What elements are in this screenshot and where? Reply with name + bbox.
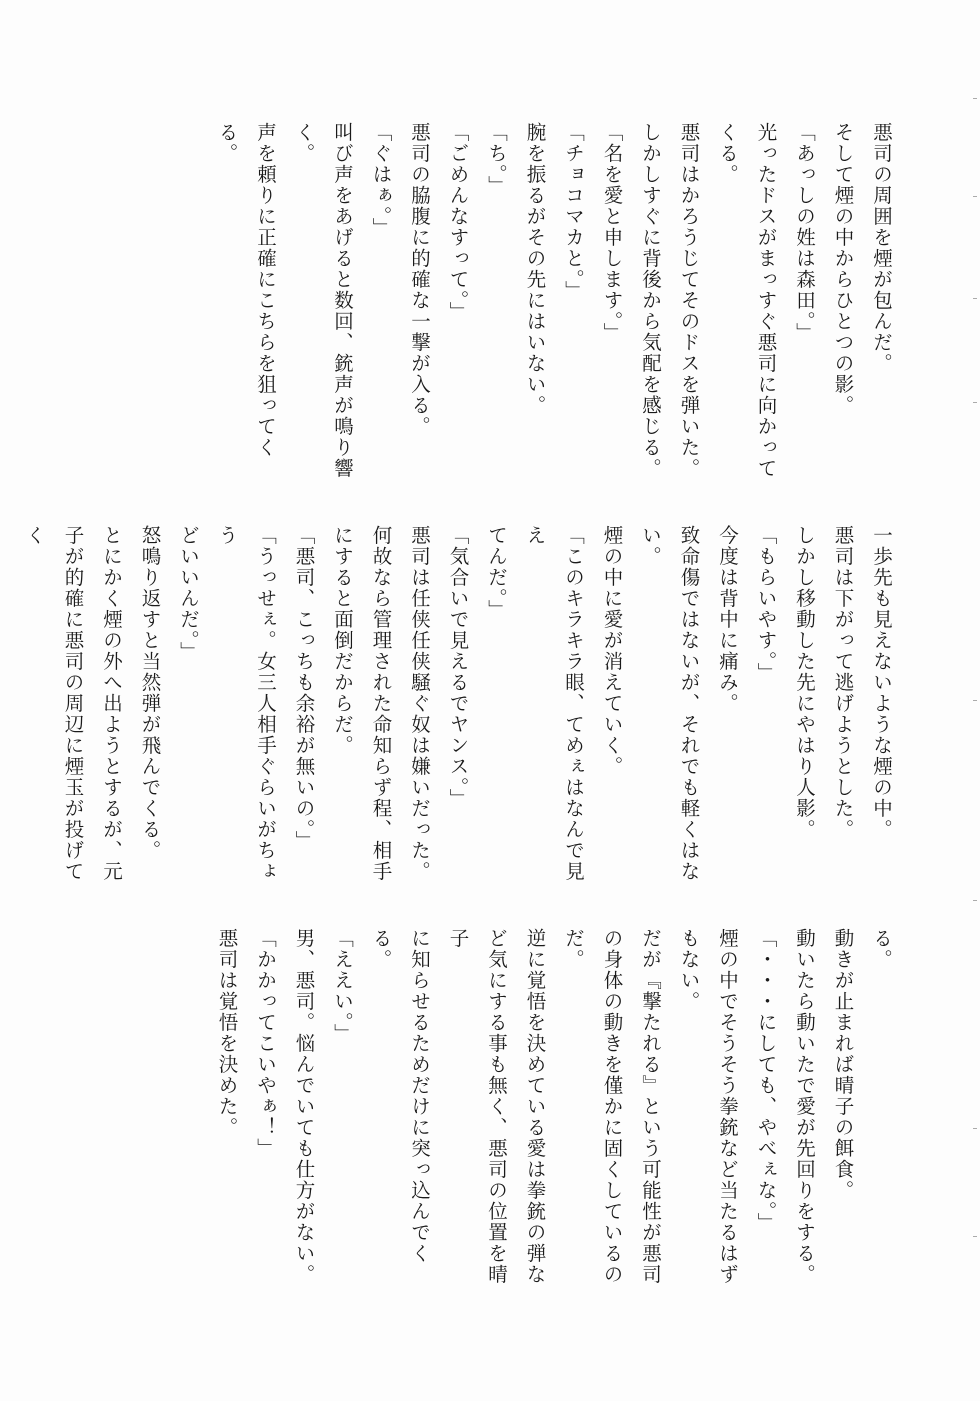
text-line: 悪司は下がって逃げようとした。 xyxy=(831,525,855,840)
text-line: 叫び声をあげると数回、銃声が鳴り響 xyxy=(331,122,354,479)
text-line: しかし移動した先にやはり人影。 xyxy=(793,525,816,840)
text-line: 致命傷ではないが、それでも軽くはな xyxy=(677,525,701,882)
text-line: 逆に覚悟を決めている愛は拳銃の弾な xyxy=(523,928,547,1285)
text-line: 「ええい。」 xyxy=(331,928,354,1045)
page-edge-mark xyxy=(973,298,977,299)
text-line: 「気合いで見えるでヤンス。」 xyxy=(446,525,470,810)
text-line: だ。 xyxy=(562,928,585,970)
text-line: 「このキラキラ眼、てめぇはなんで見え xyxy=(523,525,585,882)
text-line: 男、悪司。悩んでいても仕方がない。 xyxy=(292,928,316,1285)
text-line: 腕を振るがその先にはいない。 xyxy=(523,122,547,416)
page-edge-mark xyxy=(973,1128,977,1129)
text-line: 悪司の周囲を煙が包んだ。 xyxy=(870,122,893,374)
text-line: 動いたら動いたで愛が先回りをする。 xyxy=(793,928,816,1285)
text-block-middle xyxy=(15,525,901,893)
text-line: 「ぐはぁ。」 xyxy=(369,122,393,239)
text-line: 煙の中でそうそう拳銃など当たるはず xyxy=(716,928,739,1285)
text-line: とにかく煙の外へ出ようとするが、元 xyxy=(100,525,123,882)
text-line: 「チョコマカと。」 xyxy=(562,122,585,302)
text-line: に知らせるためだけに突っ込んでくる。 xyxy=(369,928,431,1264)
text-line: 光ったドスがまっすぐ悪司に向かって xyxy=(754,122,778,479)
text-line: 動きが止まれば晴子の餌食。 xyxy=(831,928,855,1201)
text-line: 「名を愛と申します。」 xyxy=(600,122,624,344)
text-line: 「ち。」 xyxy=(485,122,508,197)
text-line: 煙の中に愛が消えていく。 xyxy=(600,525,624,777)
text-line: 悪司はかろうじてそのドスを弾いた。 xyxy=(677,122,701,479)
text-line: どいいんだ。」 xyxy=(177,525,200,663)
text-line: る。 xyxy=(215,122,239,164)
text-line: ど気にする事も無く、悪司の位置を晴子 xyxy=(446,928,508,1285)
text-line: 今度は背中に痛み。 xyxy=(716,525,739,714)
text-line: そして煙の中からひとつの影。 xyxy=(831,122,855,416)
text-line: 「ごめんなすって。」 xyxy=(446,122,470,323)
text-line: 一歩先も見えないような煙の中。 xyxy=(870,525,893,840)
text-line: しかしすぐに背後から気配を感じる。 xyxy=(639,122,662,479)
text-line: 子が的確に悪司の周辺に煙玉が投げてく xyxy=(23,525,85,882)
text-line: い。 xyxy=(639,525,662,567)
page-edge-mark xyxy=(973,98,977,99)
text-line: もない。 xyxy=(677,928,701,1012)
page-edge-mark xyxy=(973,1236,977,1237)
text-block-upper xyxy=(207,122,900,494)
text-line: 「かかってこいやぁ！」 xyxy=(254,928,277,1159)
text-line: の身体の動きを僅かに固くしているの xyxy=(600,928,624,1285)
text-line: く。 xyxy=(292,122,316,164)
text-line: 「あっしの姓は森田。」 xyxy=(793,122,816,344)
text-block-lower xyxy=(207,928,900,1290)
text-line: 悪司の脇腹に的確な一撃が入る。 xyxy=(408,122,431,437)
page-edge-mark xyxy=(973,700,977,701)
text-line: てんだ。」 xyxy=(485,525,508,621)
text-line: 「うっせぇ。女三人相手ぐらいがちょう xyxy=(215,525,277,882)
text-line: 「悪司、こっちも余裕が無いの。」 xyxy=(292,525,316,852)
page-edge-mark xyxy=(973,900,977,901)
text-line: 怒鳴り返すと当然弾が飛んでくる。 xyxy=(138,525,162,861)
text-line: 声を頼りに正確にこちらを狙ってく xyxy=(254,122,277,458)
text-line: くる。 xyxy=(716,122,739,185)
text-line: にすると面倒だからだ。 xyxy=(331,525,354,756)
text-line: だが『撃たれる』という可能性が悪司 xyxy=(639,928,662,1285)
page-edge-mark xyxy=(973,402,977,403)
page-edge-mark xyxy=(973,196,977,197)
text-line: 「もらいやす。」 xyxy=(754,525,778,684)
text-line: 何故なら管理された命知らず程、相手 xyxy=(369,525,393,882)
text-line: る。 xyxy=(870,928,893,970)
text-line: 悪司は任侠任侠騒ぐ奴は嫌いだった。 xyxy=(408,525,431,882)
text-line: 悪司は覚悟を決めた。 xyxy=(215,928,239,1138)
text-line: 「・・・にしても、やべぇな。」 xyxy=(754,928,778,1234)
